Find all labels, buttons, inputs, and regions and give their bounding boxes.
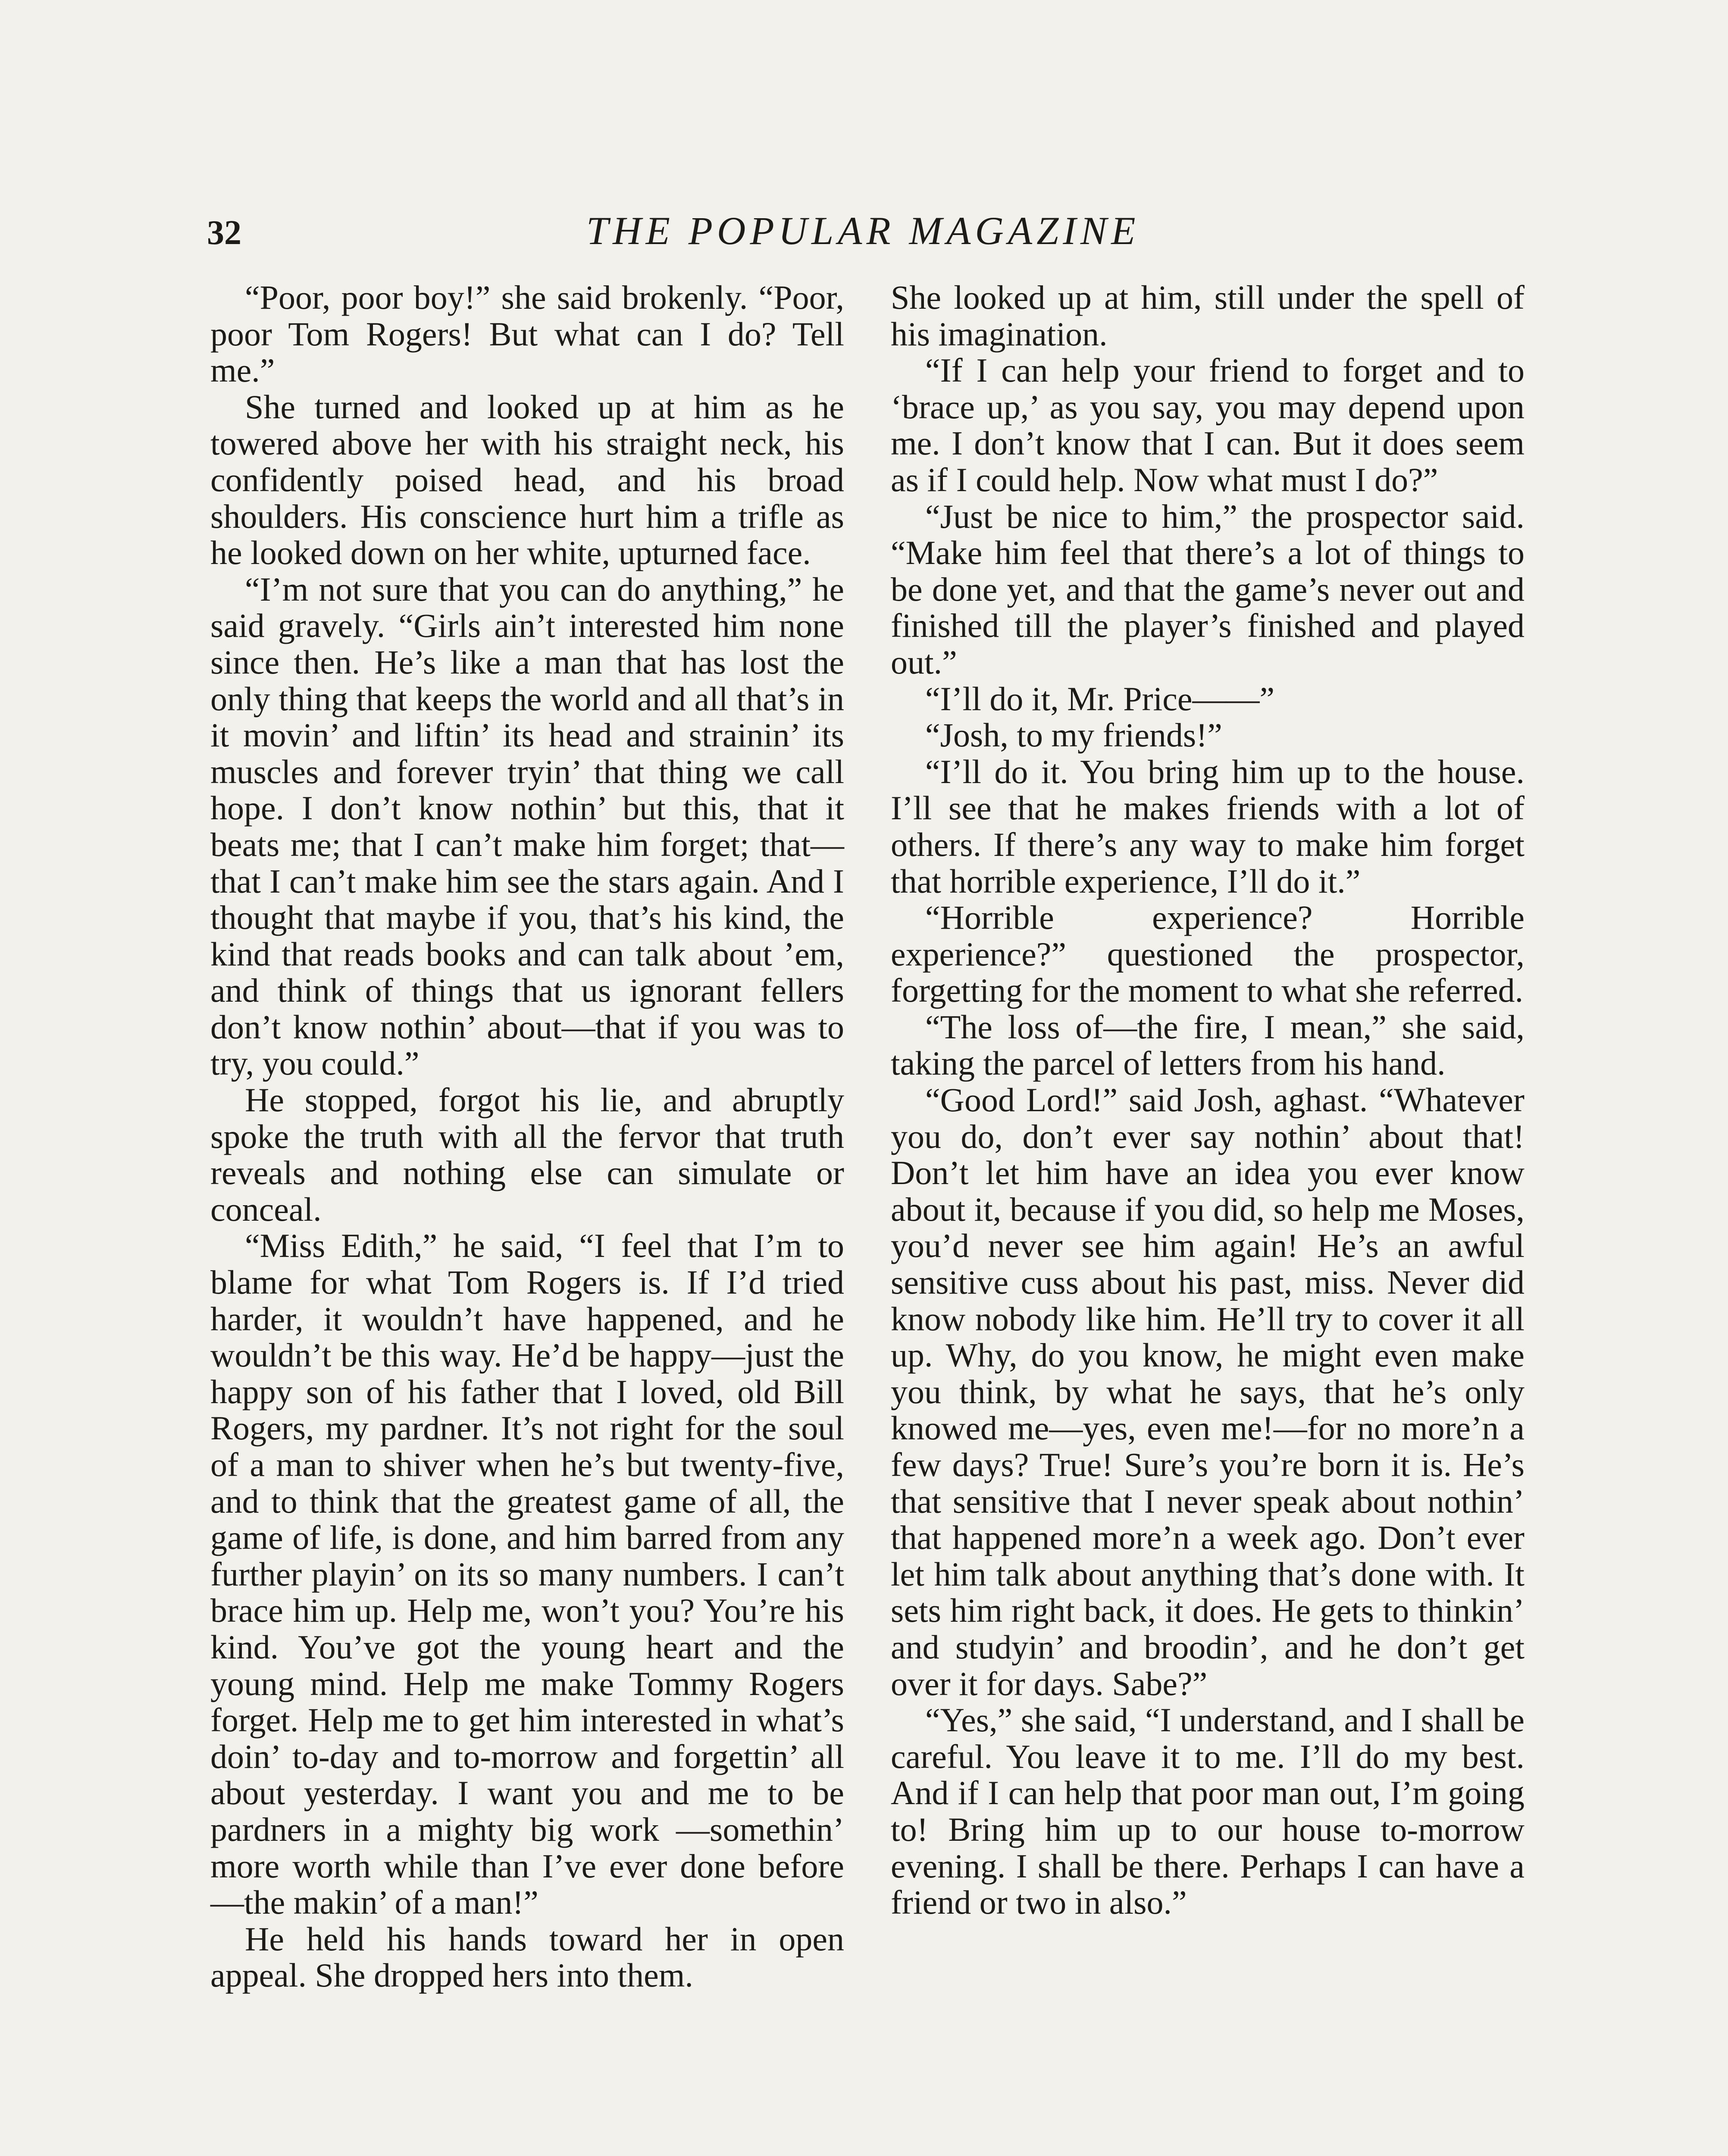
- paragraph: He stopped, forgot his lie, and abruptly spoke the truth with all the fervor that truth reveals and nothing else can simulate or conceal.: [210, 1081, 844, 1228]
- paragraph: “I’ll do it, Mr. Price——”: [925, 680, 1275, 718]
- paragraph: He held his hands toward her in open appeal. She dropped hers into them.: [210, 1920, 844, 1994]
- paragraph: “Poor, poor boy!” she said brokenly. “Poor, poor Tom Rogers! But what can I do? Tell me.”: [210, 279, 844, 389]
- paragraph: “Yes,” she said, “I understand, and I shall be careful. You leave it to me. I’ll do my best. And if I can help that poor man out, I’m going to! Bring him up to our house to-morrow evening. I shall be there. Perhaps I can have a friend or two in also.”: [891, 1701, 1525, 1921]
- right-column: [891, 279, 1525, 1921]
- paragraph: “Miss Edith,” he said, “I feel that I’m to blame for what Tom Rogers is. If I’d tried harder, it wouldn’t have happened, and he wouldn’t be this way. He’d be happy—just the happy son of his father that I loved, old Bill Rogers, my pardner. It’s not right for the soul of a man to shiver when he’s but twenty-five, and to think that the greatest game of all, the game of life, is done, and him barred from any further playin’ on its so many numbers. I can’t brace him up. Help me, won’t you? You’re his kind. You’ve got the young heart and the young mind. Help me make Tommy Rogers forget. Help me to get him interested in what’s doin’ to-day and to-morrow and forgettin’ all about yesterday. I want you and me to be pardners in a mighty big work —somethin’ more worth while than I’ve ever done before—the makin’ of a man!”: [210, 1227, 844, 1921]
- paragraph: “Just be nice to him,” the prospector said. “Make him feel that there’s a lot of things to be done yet, and that the game’s never out and finished till the player’s finished and played out.”: [891, 497, 1525, 681]
- page-header: [207, 203, 1522, 263]
- paragraph: “I’ll do it. You bring him up to the house. I’ll see that he makes friends with a lot of others. If there’s any way to make him forget that horrible experience, I’ll do it.”: [891, 752, 1525, 900]
- paragraph: “The loss of—the fire, I mean,” she said, taking the parcel of letters from his hand.: [891, 1008, 1525, 1082]
- paragraph: “Horrible experience? Horrible experience?” questioned the prospector, forgetting for the moment to what she referred.: [891, 899, 1525, 1009]
- paragraph: “Josh, to my friends!”: [925, 716, 1222, 754]
- left-column: [210, 279, 844, 1994]
- paragraph: “Good Lord!” said Josh, aghast. “Whatever you do, don’t ever say nothin’ about that! Don’t let him have an idea you ever know about it, because if you did, so help me Moses, you’d never see him again! He’s an awful sensitive cuss about his past, miss. Never did know nobody like him. He’ll try to cover it all up. Why, do you know, he might even make you think, by what he says, that he’s only knowed me—yes, even me!—for no more’n a few days? True! Sure’s you’re born it is. He’s that sensitive that I never speak about nothin’ that happened more’n a week ago. Don’t ever let him talk about anything that’s done with. It sets him right back, it does. He gets to thinkin’ and studyin’ and broodin’, and he don’t get over it for days. Sabe?”: [891, 1081, 1525, 1702]
- paragraph: “I’m not sure that you can do anything,” he said gravely. “Girls ain’t interested him none since then. He’s like a man that has lost the only thing that keeps the world and all that’s in it movin’ and liftin’ its head and strainin’ its muscles and forever tryin’ that thing we call hope. I don’t know nothin’ but this, that it beats me; that I can’t make him forget; that—that I can’t make him see the stars again. And I thought that maybe if you, that’s his kind, the kind that reads books and can talk about ’em, and think of things that us ignorant fellers don’t know nothin’ about—that if you was to try, you could.”: [210, 570, 844, 1082]
- paragraph: “If I can help your friend to forget and to ‘brace up,’ as you say, you may depend upon me. I don’t know that I can. But it does seem as if I could help. Now what must I do?”: [891, 351, 1525, 498]
- page-number: 32: [207, 214, 241, 252]
- paragraph: She turned and looked up at him as he towered above her with his straight neck, his confidently poised head, and his broad shoulders. His conscience hurt him a trifle as he looked down on her white, upturned face.: [210, 388, 844, 572]
- running-title: THE POPULAR MAGAZINE: [586, 209, 1140, 253]
- paragraph-continued: She looked up at him, still under the spell of his imagination.: [891, 279, 1525, 353]
